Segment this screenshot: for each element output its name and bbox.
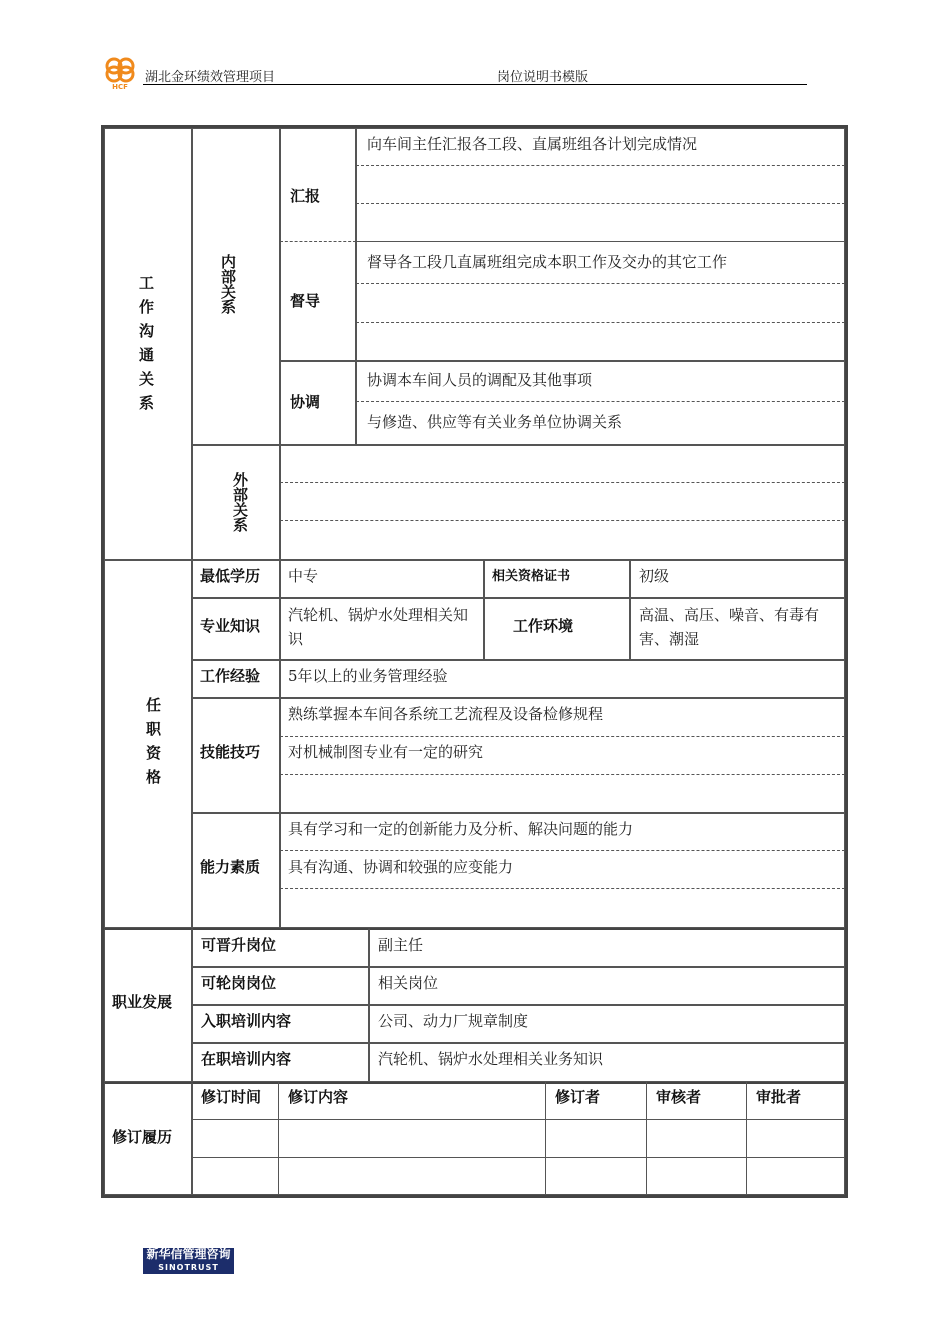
ability-line-2: 具有沟通、协调和较强的应变能力 [288, 858, 514, 876]
education-value: 中专 [288, 567, 319, 585]
knowledge-label: 专业知识 [200, 617, 261, 635]
promotion-value: 副主任 [378, 936, 424, 954]
header-doc-title: 岗位说明书模版 [497, 70, 589, 85]
supervise-divider [356, 322, 845, 323]
certificate-value: 初级 [639, 567, 670, 585]
inservice-training-label: 在职培训内容 [201, 1050, 292, 1068]
ability-line-1: 具有学习和一定的创新能力及分析、解决问题的能力 [288, 820, 634, 838]
coordinate-line-2: 与修造、供应等有关业务单位协调关系 [367, 413, 623, 431]
qualification-section-label: 任职资格 [144, 697, 162, 793]
coordinate-line-1: 协调本车间人员的调配及其他事项 [367, 371, 593, 389]
rotation-label: 可轮岗岗位 [201, 974, 277, 992]
footer-brand-en: SINOTRUST [158, 1263, 219, 1272]
certificate-label: 相关资格证书 [492, 569, 571, 584]
revision-section-label: 修订履历 [112, 1128, 173, 1146]
skills-divider [280, 736, 845, 737]
header-rule [143, 84, 807, 85]
revision-row-divider [192, 1119, 845, 1120]
internal-relation-label: 内部关系 [219, 254, 237, 314]
skills-divider [280, 774, 845, 775]
external-content-cell [280, 445, 845, 560]
report-label-cell [280, 128, 356, 242]
revision-col-content: 修订内容 [288, 1088, 349, 1106]
skills-line-2: 对机械制图专业有一定的研究 [288, 743, 484, 761]
revision-col-divider [278, 1082, 279, 1195]
supervise-label: 督导 [290, 292, 321, 310]
coordinate-divider [356, 401, 845, 402]
experience-value: 5年以上的业务管理经验 [288, 667, 448, 685]
external-divider [280, 520, 845, 521]
external-divider [280, 482, 845, 483]
promotion-label: 可晋升岗位 [201, 936, 277, 954]
skills-label: 技能技巧 [200, 743, 261, 761]
communication-section-label: 工作沟通关系 [137, 275, 155, 419]
career-section-label: 职业发展 [112, 993, 173, 1011]
knowledge-value: 汽轮机、锅炉水处理相关知识 [288, 606, 469, 648]
report-divider [356, 165, 845, 166]
report-divider [356, 203, 845, 204]
rotation-value: 相关岗位 [378, 974, 439, 992]
ability-label: 能力素质 [200, 858, 261, 876]
environment-label: 工作环境 [513, 617, 574, 635]
logo-text: HCF [112, 83, 128, 90]
skills-line-1: 熟练掌握本车间各系统工艺流程及设备检修规程 [288, 705, 604, 723]
external-relation-label: 外部关系 [231, 472, 249, 532]
revision-col-approver: 审批者 [756, 1088, 802, 1106]
revision-col-time: 修订时间 [201, 1088, 262, 1106]
header-company: 湖北金环绩效管理项目 [145, 70, 276, 85]
revision-col-divider [545, 1082, 546, 1195]
supervise-line-1: 督导各工段几直属班组完成本职工作及交办的其它工作 [367, 253, 728, 271]
revision-col-reviewer: 审核者 [656, 1088, 702, 1106]
ability-divider [280, 888, 845, 889]
onboarding-training-label: 入职培训内容 [201, 1012, 292, 1030]
experience-label: 工作经验 [200, 667, 261, 685]
environment-value: 高温、高压、噪音、有毒有害、潮湿 [639, 606, 820, 648]
career-value-cell [369, 967, 845, 1005]
ability-divider [280, 850, 845, 851]
revision-col-divider [746, 1082, 747, 1195]
revision-row-divider [192, 1157, 845, 1158]
coordinate-label: 协调 [290, 393, 321, 411]
sinotrust-logo [143, 1248, 234, 1274]
supervise-divider [356, 283, 845, 284]
inservice-training-value: 汽轮机、锅炉水处理相关业务知识 [378, 1050, 604, 1068]
education-label: 最低学历 [200, 567, 261, 585]
report-label: 汇报 [290, 187, 321, 205]
report-line-1: 向车间主任汇报各工段、直属班组各计划完成情况 [367, 135, 698, 153]
onboarding-training-value: 公司、动力厂规章制度 [378, 1012, 529, 1030]
revision-col-divider [646, 1082, 647, 1195]
footer-brand: 新华信管理咨询 [146, 1247, 231, 1261]
revision-col-reviser: 修订者 [555, 1088, 601, 1106]
career-value-cell [369, 928, 845, 967]
company-logo-icon [100, 54, 140, 90]
